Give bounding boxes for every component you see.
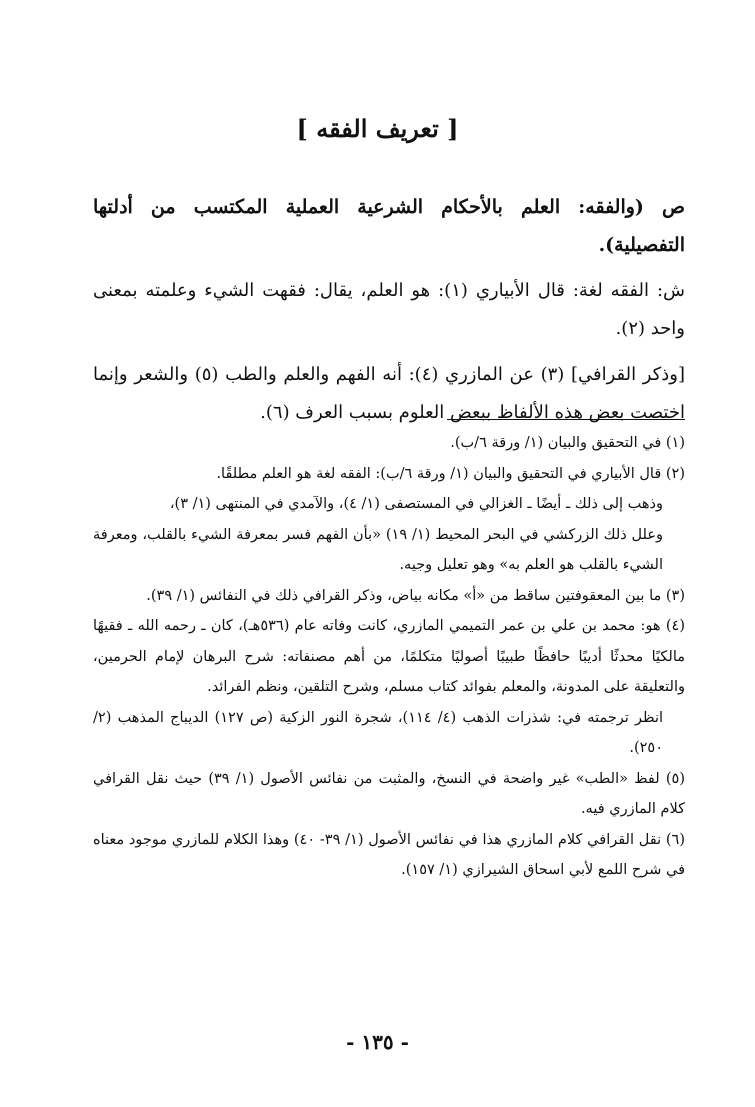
footnote-2-continued-2: وعلل ذلك الزركشي في البحر المحيط (١/ ١٩) «بأن الفهم فسر بمعرفة الشيء بالقلب، ومعرفة الشيء بالقلب هو العلم به» وهو تعليل وجيه.: [93, 526, 663, 573]
footnote-3: (٣) ما بين المعقوفتين ساقط من «أ» مكانه بياض، وذكر القرافي ذلك في النفائس (١/ ٣٩).: [146, 587, 685, 604]
main-text: [93, 188, 685, 440]
page-number: - ١٣٥ -: [346, 1030, 409, 1054]
sharh-paragraph-2: [وذكر القرافي] (٣) عن المازري (٤): أنه الفهم والعلم والطب (٥) والشعر وإنما اختصت بعض هذه الألفاظ ببعض العلوم بسبب العرف (٦).: [93, 364, 685, 423]
footnote-4-continued: انظر ترجمته في: شذرات الذهب (٤/ ١١٤)، شجرة النور الزكية (ص ١٢٧) الديباج المذهب (٢/ ٢٥٠).: [93, 709, 664, 756]
footnote-5: (٥) لفظ «الطب» غير واضحة في النسخ، والمثبت من نفائس الأصول (١/ ٣٩) حيث نقل القرافي كلام المازري فيه.: [93, 770, 685, 817]
matn-paragraph: ص (والفقه: العلم بالأحكام الشرعية العملية المكتسب من أدلتها التفصيلية).: [93, 196, 685, 256]
footnotes: [93, 428, 685, 886]
footnote-2-continued: وذهب إلى ذلك ـ أيضًا ـ الغزالي في المستصفى (١/ ٤)، والآمدي في المنتهى (١/ ٣)،: [169, 496, 663, 512]
footnote-separator: [447, 419, 685, 420]
section-title: [ تعريف الفقه ]: [296, 114, 459, 143]
footnote-1: (١) في التحقيق والبيان (١/ ورقة ٦/ب).: [450, 435, 685, 451]
sharh-paragraph-1: ش: الفقه لغة: قال الأبياري (١): هو العلم، يقال: فقهت الشيء وعلمته بمعنى واحد (٢).: [93, 280, 685, 339]
footnote-4: (٤) هو: محمد بن علي بن عمر التميمي المازري، كانت وفاته عام (٥٣٦هـ)، كان ـ رحمه الله ـ فقيهًا مالكيًا محدثًا أديبًا حافظًا طبيبًا أصوليًا متكلمًا، من أهم مصنفاته: شرح البرهان لإمام الحرمين، والتعليقة على المدونة، والمعلم بفوائد كتاب مسلم، وشرح التلقين، ونظم الفرائد.: [93, 618, 685, 695]
footnote-6: (٦) نقل القرافي كلام المازري هذا في نفائس الأصول (١/ ٣٩- ٤٠) وهذا الكلام للمازري موجود معناه في شرح اللمع لأبي اسحاق الشيرازي (١/ ١٥٧).: [93, 831, 686, 878]
footnote-2: (٢) قال الأبياري في التحقيق والبيان (١/ ورقة ٦/ب): الفقه لغة هو العلم مطلقًا.: [216, 465, 685, 482]
